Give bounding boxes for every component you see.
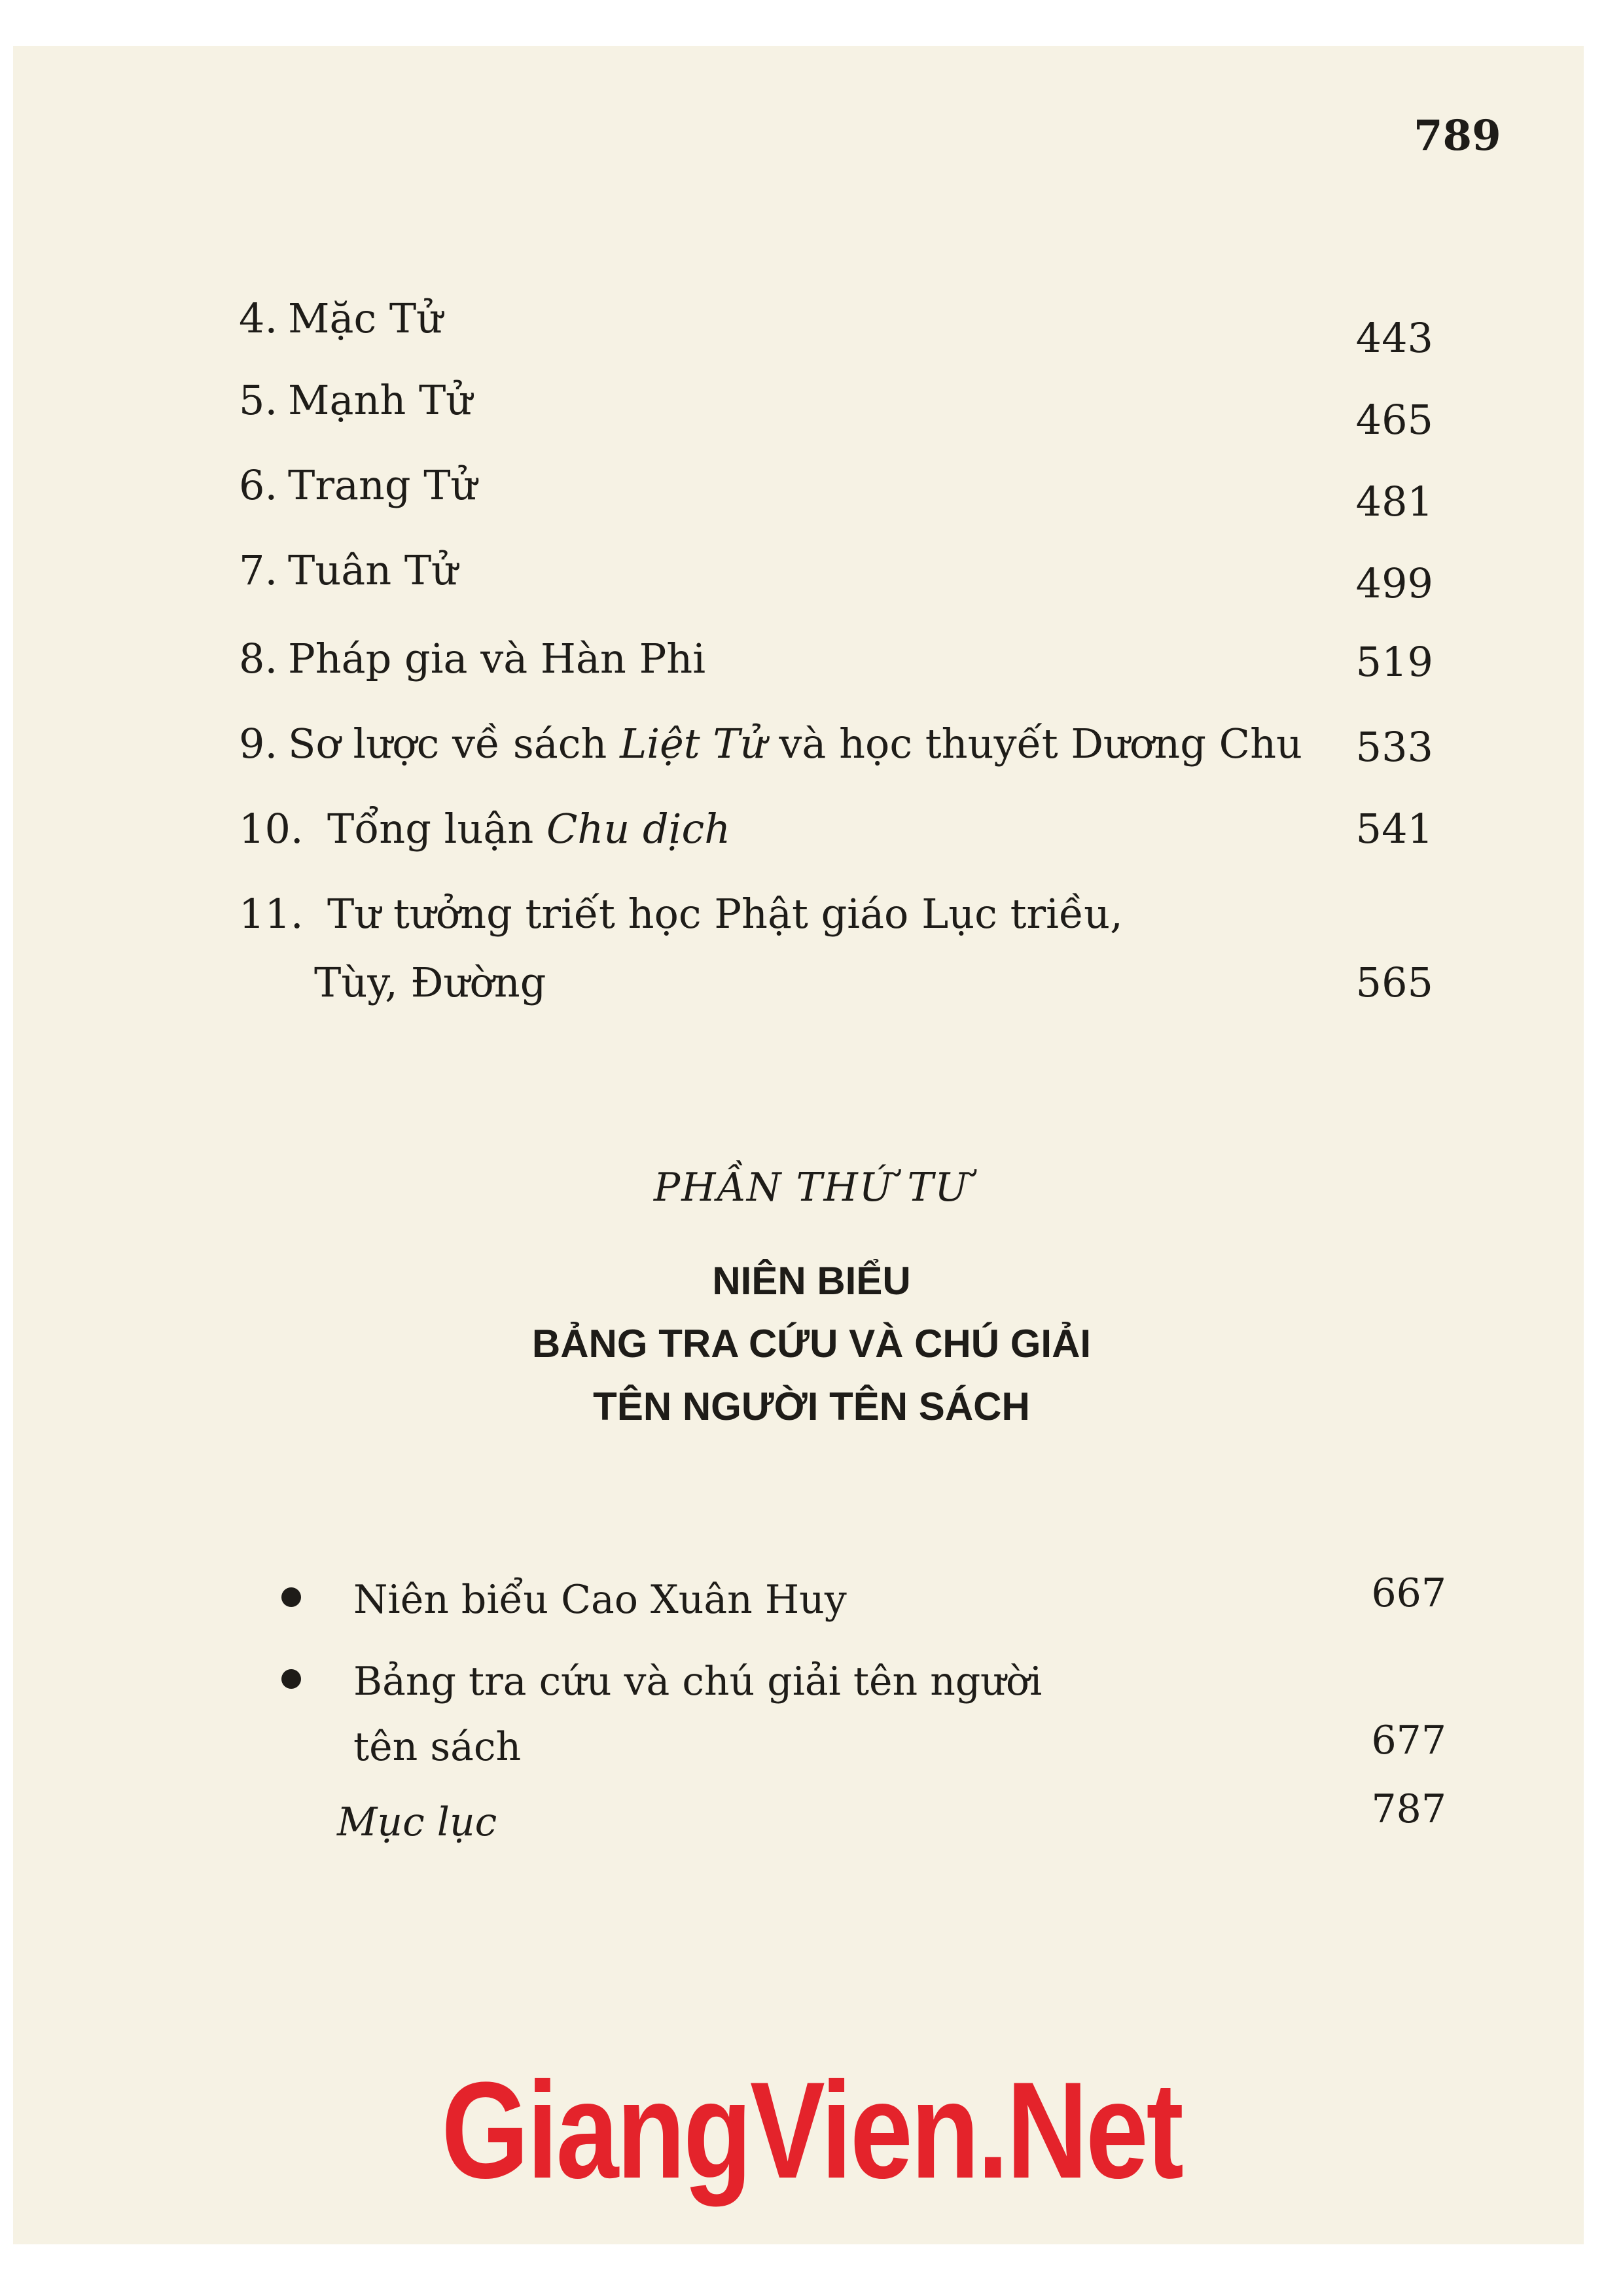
- toc-entry-title: Tuân Tử: [288, 546, 458, 594]
- toc-entry-10: [13, 805, 1584, 864]
- toc-entry-8: [13, 635, 1584, 694]
- toc-entry-title-part: Tổng luận: [327, 805, 546, 853]
- toc-entry-page: 541: [1355, 805, 1433, 853]
- appendix-entry-title: Bảng tra cứu và chú giải tên người: [353, 1659, 1043, 1704]
- toc-entry-page: 443: [1355, 314, 1433, 362]
- book-title-liet-tu: Liệt Tử: [620, 720, 766, 768]
- toc-entry-9: [13, 720, 1584, 779]
- appendix-entry-title: Mục lục: [337, 1799, 497, 1845]
- toc-entry-title: Mạnh Tử: [288, 376, 473, 424]
- toc-entry-title: Tư tưởng triết học Phật giáo Lục triều,: [327, 890, 1123, 938]
- toc-entry-page: 465: [1355, 396, 1433, 444]
- appendix-entry-title-line2: tên sách: [353, 1724, 522, 1770]
- appendix-entry-title: Niên biểu Cao Xuân Huy: [353, 1577, 847, 1623]
- book-title-chu-dich: Chu dịch: [546, 805, 731, 853]
- toc-entry-page: 519: [1355, 638, 1433, 686]
- toc-entry-title: [327, 805, 730, 853]
- appendix-entry-page: 787: [1371, 1786, 1446, 1832]
- book-page: [13, 46, 1584, 2244]
- toc-entry-number: 6.: [239, 461, 278, 509]
- toc-entry-number: 8.: [239, 635, 278, 682]
- toc-entry-page: 499: [1355, 559, 1433, 607]
- toc-entry-title: Pháp gia và Hàn Phi: [288, 635, 706, 682]
- toc-entry-5: [13, 376, 1584, 444]
- toc-entry-title-part: Sơ lược về sách: [288, 720, 620, 768]
- part-title: [39, 1250, 1584, 1438]
- toc-entry-title: Trang Tử: [288, 461, 477, 509]
- appendix-list: [13, 1538, 1584, 1865]
- bullet-icon: [281, 1587, 301, 1607]
- part-heading: [13, 1165, 1584, 1438]
- toc-entry-page: 533: [1355, 723, 1433, 771]
- toc-entry-page: 481: [1355, 478, 1433, 525]
- toc-entry-number: 10.: [239, 805, 304, 853]
- toc-entry-4: [13, 294, 1584, 362]
- toc-entry-number: 7.: [239, 546, 278, 594]
- toc-entry-number: 9.: [239, 720, 278, 768]
- part-title-line: BẢNG TRA CỨU VÀ CHÚ GIẢI: [531, 1322, 1092, 1366]
- toc-entry-title: [288, 720, 1302, 768]
- toc-entry-number: 5.: [239, 376, 278, 424]
- table-of-contents: [13, 46, 1584, 1060]
- bullet-icon: [281, 1669, 301, 1689]
- toc-entry-6: [13, 461, 1584, 525]
- toc-entry-page: 565: [1355, 959, 1433, 1006]
- toc-entry-title-part: và học thuyết Dương Chu: [766, 720, 1302, 768]
- appendix-entry-page: 667: [1371, 1570, 1446, 1616]
- toc-entry-7: [13, 546, 1584, 605]
- toc-entry-number: 4.: [239, 294, 278, 342]
- appendix-entry-page: 677: [1371, 1718, 1446, 1763]
- part-title-line: NIÊN BIỂU: [712, 1259, 911, 1303]
- part-title-line: TÊN NGƯỜI TÊN SÁCH: [593, 1385, 1030, 1428]
- toc-entry-11: [13, 890, 1584, 1034]
- toc-entry-title: Mặc Tử: [288, 294, 443, 342]
- toc-entry-number: 11.: [239, 890, 304, 938]
- page-number: 789: [1414, 111, 1501, 160]
- part-label: PHẦN THỨ TƯ: [653, 1165, 970, 1210]
- toc-entry-title-line2: Tùy, Đường: [314, 959, 546, 1006]
- watermark-text: GiangVien.Net: [441, 2053, 1182, 2207]
